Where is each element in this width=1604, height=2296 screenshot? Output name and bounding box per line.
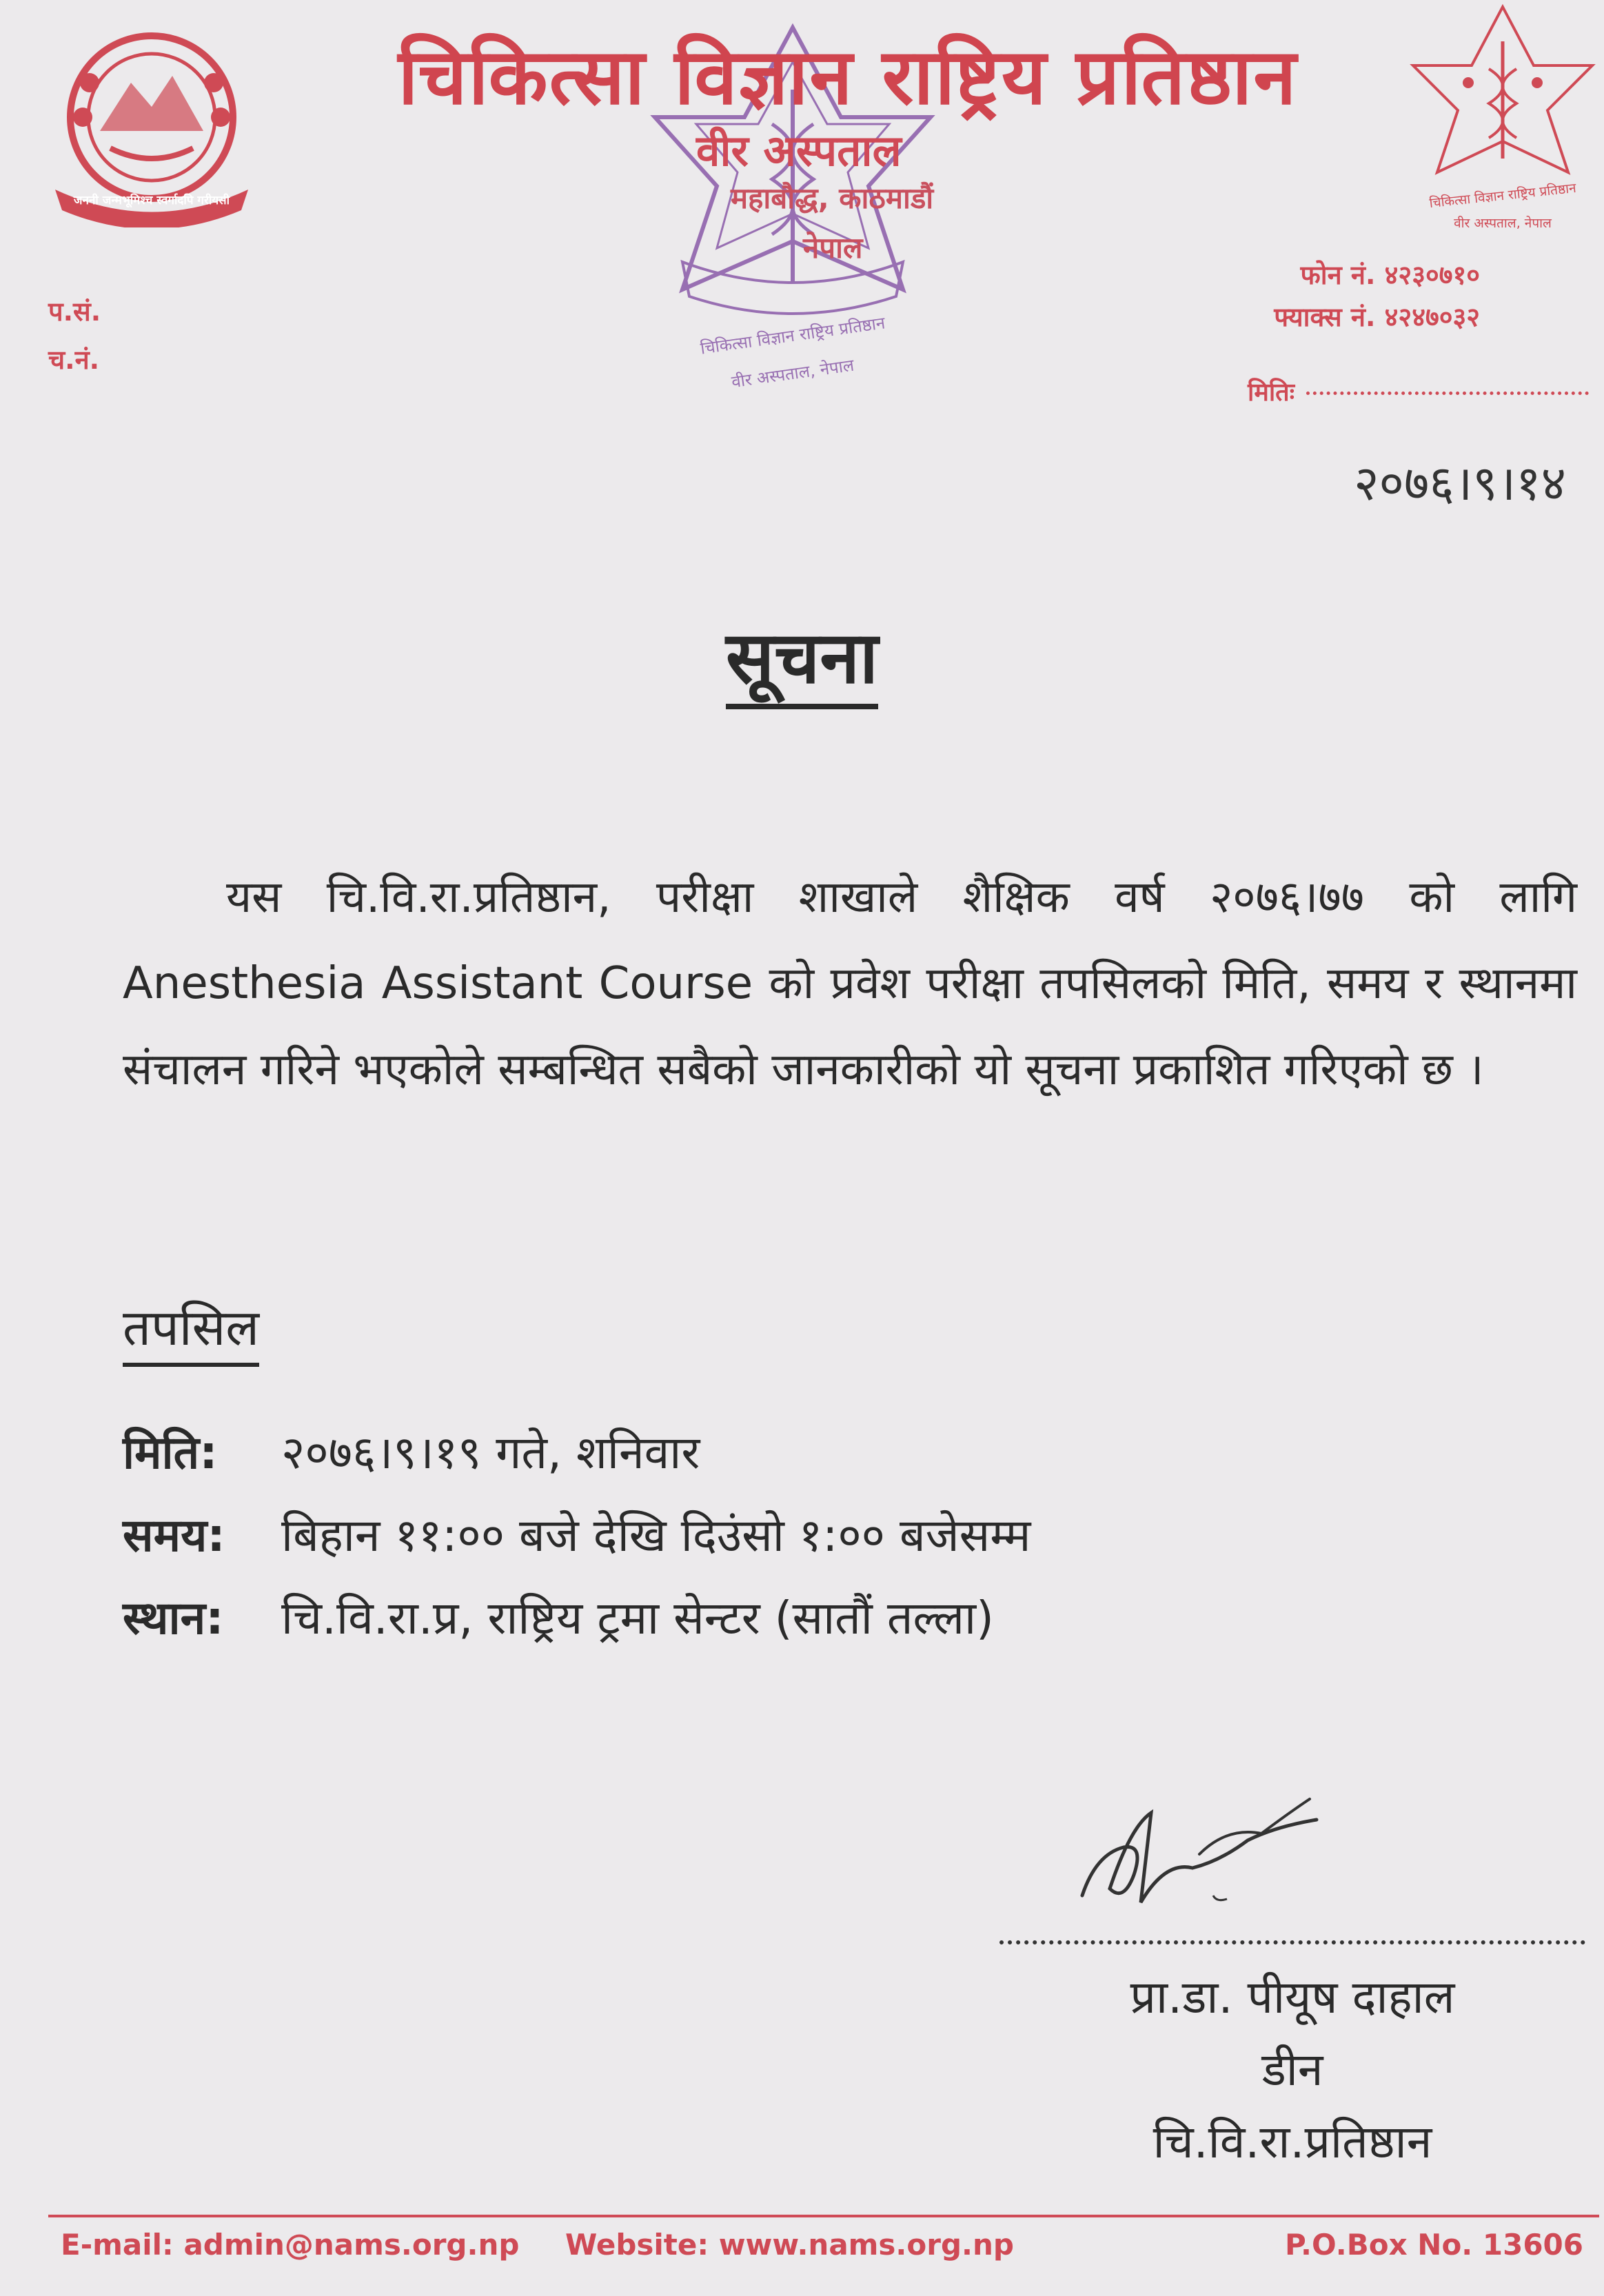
stamp-text-line1: चिकित्सा विज्ञान राष्ट्रिय प्रतिष्ठान [699, 313, 886, 358]
detail-row-date [123, 1420, 700, 1482]
hospital-country: नेपाल [803, 231, 863, 265]
notice-title [0, 607, 1604, 704]
handwritten-date: २०७६।९।१४ [1354, 455, 1566, 511]
detail-label: समय: [123, 1509, 225, 1562]
logo-text-line2: वीर अस्पताल, नेपाल [1454, 216, 1552, 231]
hospital-logo-icon [1406, 0, 1599, 241]
signatory-institution: चि.वि.रा.प्रतिष्ठान [1153, 2115, 1432, 2168]
emblem-motto: जननी जन्मभूमिश्च स्वर्गादपि गरीयसी [73, 194, 230, 207]
hospital-address: महाबौद्ध, काठमाडौं [731, 181, 934, 215]
signature-dotted-line [999, 1940, 1585, 1944]
reference-number-label: प.सं. [48, 296, 101, 327]
phone-number: फोन नं. ४२३०७१० [1300, 260, 1480, 290]
detail-value: बिहान ११:०० बजे देखि दिउंसो १:०० बजेसम्म [281, 1509, 1031, 1562]
footer-pobox: P.O.Box No. 13606 [1284, 2228, 1583, 2262]
fax-number: फ्याक्स नं. ४२४७०३२ [1274, 302, 1480, 332]
footer-website: Website: www.nams.org.np [565, 2228, 1014, 2262]
detail-row-time [123, 1503, 1031, 1565]
date-dotted-line [1306, 392, 1589, 395]
hospital-name: वीर अस्पताल [696, 125, 902, 176]
notice-title-text: सूचना [726, 616, 878, 709]
notice-paragraph: यस चि.वि.रा.प्रतिष्ठान, परीक्षा शाखाले शैक्षिक वर्ष २०७६।७७ को लागि Anesthesia Assistant Course को प्रवेश परीक्षा तपसिलको मिति, समय र स्थानमा संचालन गरिने भएकोले सम्बन्धित सबैको जानकारीको यो सूचना प्रकाशित गरिएको छ । [123, 872, 1577, 1095]
detail-value: चि.वि.रा.प्र, राष्ट्रिय ट्रमा सेन्टर (सातौं तल्ला) [281, 1592, 994, 1645]
footer-divider [48, 2215, 1599, 2217]
signatory-name: प्रा.डा. पीयूष दाहाल [1130, 1971, 1455, 2024]
footer-email: E-mail: admin@nams.org.np [61, 2228, 520, 2262]
signature-icon [1068, 1785, 1330, 1923]
detail-label: स्थान: [123, 1592, 224, 1645]
detail-value: २०७६।९।१९ गते, शनिवार [281, 1426, 700, 1479]
detail-row-venue [123, 1585, 994, 1647]
dispatch-number-label: च.नं. [48, 345, 100, 375]
organization-name: चिकित्सा विज्ञान राष्ट्रिय प्रतिष्ठान [398, 32, 1298, 122]
details-heading: तपसिल [123, 1292, 259, 1367]
signatory-title: डीन [1261, 2043, 1323, 2096]
nepal-emblem-icon [41, 28, 262, 227]
stamp-text-line2: वीर अस्पताल, नेपाल [730, 355, 855, 392]
date-label: मितिः [1248, 378, 1295, 407]
logo-text-line1: चिकित्सा विज्ञान राष्ट्रिय प्रतिष्ठान [1428, 180, 1577, 212]
detail-label: मिति: [123, 1426, 218, 1479]
